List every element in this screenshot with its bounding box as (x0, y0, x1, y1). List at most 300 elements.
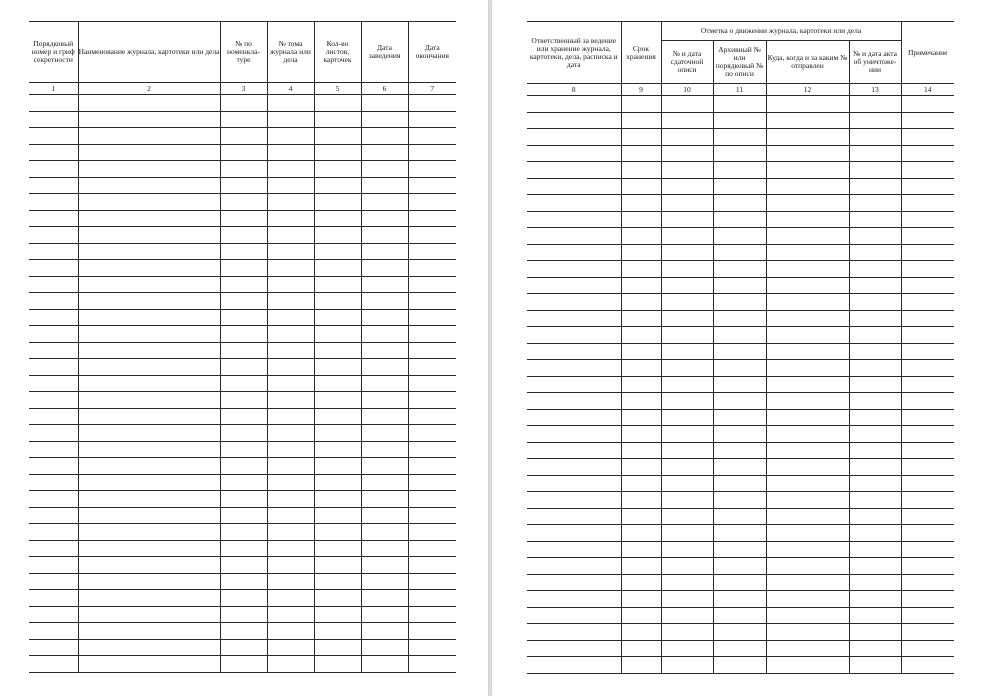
ledger-cell (408, 194, 456, 211)
ledger-cell (29, 276, 78, 293)
ledger-cell (527, 409, 621, 426)
ledger-cell (314, 293, 361, 310)
ledger-cell (220, 540, 267, 557)
column-number: 6 (361, 83, 408, 95)
ledger-cell (314, 573, 361, 590)
ledger-cell (849, 360, 901, 377)
ledger-cell (621, 294, 661, 311)
ledger-cell (621, 129, 661, 146)
ledger-cell (408, 474, 456, 491)
ledger-cell (220, 243, 267, 260)
right-ledger-body (527, 96, 954, 674)
ledger-cell (314, 276, 361, 293)
column-number: 8 (527, 84, 621, 96)
ledger-cell (220, 524, 267, 541)
column-number: 1 (29, 83, 78, 95)
ledger-cell (901, 244, 954, 261)
ledger-cell (901, 475, 954, 492)
ledger-cell (361, 111, 408, 128)
ledger-row (527, 541, 954, 558)
ledger-cell (849, 442, 901, 459)
ledger-cell (314, 227, 361, 244)
ledger-cell (29, 309, 78, 326)
ledger-cell (849, 492, 901, 509)
ledger-cell (361, 243, 408, 260)
ledger-cell (621, 426, 661, 443)
ledger-row (527, 360, 954, 377)
ledger-cell (29, 623, 78, 640)
ledger-cell (78, 408, 220, 425)
header-storage-period: Срок хранения (621, 22, 661, 84)
ledger-cell (267, 194, 314, 211)
ledger-cell (661, 195, 713, 212)
column-number: 5 (314, 83, 361, 95)
ledger-cell (267, 458, 314, 475)
ledger-row (527, 129, 954, 146)
ledger-cell (267, 326, 314, 343)
ledger-cell (661, 211, 713, 228)
ledger-cell (713, 640, 766, 657)
ledger-cell (849, 409, 901, 426)
ledger-cell (220, 194, 267, 211)
ledger-cell (408, 144, 456, 161)
ledger-cell (901, 541, 954, 558)
ledger-cell (621, 112, 661, 129)
ledger-cell (621, 228, 661, 245)
ledger-row (527, 492, 954, 509)
ledger-cell (901, 525, 954, 542)
ledger-cell (713, 129, 766, 146)
ledger-cell (527, 96, 621, 113)
ledger-cell (220, 573, 267, 590)
ledger-cell (661, 244, 713, 261)
ledger-cell (661, 96, 713, 113)
ledger-cell (267, 524, 314, 541)
ledger-cell (621, 244, 661, 261)
ledger-cell (766, 591, 849, 608)
ledger-cell (713, 228, 766, 245)
ledger-row (527, 211, 954, 228)
ledger-cell (766, 145, 849, 162)
ledger-cell (220, 326, 267, 343)
ledger-cell (713, 607, 766, 624)
subheader-handover-inventory: № и дата сдаточной описи (661, 41, 713, 84)
ledger-cell (220, 639, 267, 656)
ledger-cell (621, 541, 661, 558)
ledger-cell (527, 624, 621, 641)
ledger-cell (661, 376, 713, 393)
ledger-cell (314, 656, 361, 673)
ledger-cell (661, 294, 713, 311)
ledger-cell (267, 95, 314, 112)
ledger-cell (408, 524, 456, 541)
ledger-cell (408, 128, 456, 145)
ledger-cell (78, 243, 220, 260)
ledger-row (29, 359, 456, 376)
ledger-cell (267, 309, 314, 326)
ledger-row (29, 392, 456, 409)
ledger-cell (361, 639, 408, 656)
ledger-cell (527, 657, 621, 674)
ledger-cell (849, 211, 901, 228)
ledger-cell (527, 574, 621, 591)
ledger-cell (314, 590, 361, 607)
ledger-cell (849, 244, 901, 261)
ledger-cell (527, 178, 621, 195)
ledger-row (29, 161, 456, 178)
ledger-cell (766, 376, 849, 393)
ledger-cell (901, 294, 954, 311)
ledger-row (29, 95, 456, 112)
subheader-destruction-act: № и дата акта об уничтоже-нии (849, 41, 901, 84)
ledger-cell (527, 607, 621, 624)
ledger-cell (661, 657, 713, 674)
column-number: 10 (661, 84, 713, 96)
ledger-cell (78, 606, 220, 623)
ledger-cell (314, 491, 361, 508)
ledger-cell (849, 558, 901, 575)
ledger-cell (408, 606, 456, 623)
column-number: 4 (267, 83, 314, 95)
ledger-row (29, 458, 456, 475)
ledger-cell (314, 474, 361, 491)
ledger-cell (527, 228, 621, 245)
ledger-cell (901, 327, 954, 344)
ledger-cell (361, 194, 408, 211)
ledger-cell (267, 507, 314, 524)
ledger-cell (408, 656, 456, 673)
ledger-cell (267, 425, 314, 442)
ledger-cell (361, 326, 408, 343)
ledger-cell (901, 376, 954, 393)
ledger-cell (661, 327, 713, 344)
column-number: 14 (901, 84, 954, 96)
ledger-cell (621, 96, 661, 113)
ledger-cell (361, 375, 408, 392)
ledger-cell (766, 574, 849, 591)
ledger-row (29, 309, 456, 326)
ledger-row (29, 441, 456, 458)
ledger-cell (527, 442, 621, 459)
ledger-cell (713, 343, 766, 360)
ledger-cell (661, 426, 713, 443)
ledger-cell (661, 261, 713, 278)
ledger-cell (29, 491, 78, 508)
ledger-cell (621, 409, 661, 426)
ledger-row (527, 640, 954, 657)
ledger-cell (527, 376, 621, 393)
ledger-cell (78, 392, 220, 409)
ledger-cell (29, 359, 78, 376)
ledger-cell (527, 525, 621, 542)
ledger-cell (78, 227, 220, 244)
ledger-row (29, 408, 456, 425)
ledger-cell (408, 491, 456, 508)
ledger-cell (220, 441, 267, 458)
ledger-cell (901, 409, 954, 426)
ledger-row (29, 194, 456, 211)
ledger-cell (527, 475, 621, 492)
ledger-cell (29, 557, 78, 574)
ledger-cell (901, 426, 954, 443)
ledger-cell (713, 475, 766, 492)
ledger-cell (527, 393, 621, 410)
ledger-cell (849, 393, 901, 410)
ledger-row (527, 178, 954, 195)
ledger-cell (220, 210, 267, 227)
ledger-cell (78, 573, 220, 590)
ledger-cell (527, 640, 621, 657)
ledger-cell (29, 243, 78, 260)
ledger-cell (661, 624, 713, 641)
ledger-cell (314, 194, 361, 211)
ledger-cell (220, 111, 267, 128)
ledger-cell (849, 574, 901, 591)
ledger-cell (713, 657, 766, 674)
ledger-cell (713, 96, 766, 113)
ledger-cell (766, 640, 849, 657)
ledger-cell (901, 96, 954, 113)
ledger-cell (408, 573, 456, 590)
ledger-cell (408, 441, 456, 458)
ledger-cell (766, 607, 849, 624)
ledger-cell (314, 557, 361, 574)
ledger-cell (849, 541, 901, 558)
ledger-row (29, 425, 456, 442)
ledger-cell (901, 442, 954, 459)
ledger-cell (621, 591, 661, 608)
ledger-cell (527, 112, 621, 129)
ledger-row (29, 293, 456, 310)
ledger-cell (314, 111, 361, 128)
ledger-cell (267, 540, 314, 557)
ledger-cell (361, 474, 408, 491)
ledger-cell (408, 243, 456, 260)
ledger-row (29, 210, 456, 227)
column-number: 13 (849, 84, 901, 96)
ledger-cell (621, 195, 661, 212)
ledger-cell (661, 558, 713, 575)
ledger-cell (766, 261, 849, 278)
ledger-cell (267, 590, 314, 607)
header-volume-number: № тома журнала или дела (267, 22, 314, 83)
ledger-cell (361, 359, 408, 376)
ledger-cell (220, 359, 267, 376)
ledger-cell (361, 540, 408, 557)
ledger-cell (849, 640, 901, 657)
ledger-cell (621, 343, 661, 360)
ledger-cell (766, 360, 849, 377)
ledger-cell (29, 639, 78, 656)
ledger-cell (361, 276, 408, 293)
ledger-cell (661, 228, 713, 245)
ledger-cell (901, 459, 954, 476)
ledger-cell (713, 442, 766, 459)
ledger-cell (849, 327, 901, 344)
ledger-cell (849, 195, 901, 212)
ledger-cell (314, 425, 361, 442)
ledger-cell (267, 128, 314, 145)
ledger-cell (713, 162, 766, 179)
ledger-cell (849, 508, 901, 525)
ledger-cell (766, 211, 849, 228)
ledger-cell (527, 360, 621, 377)
ledger-cell (361, 656, 408, 673)
ledger-cell (78, 441, 220, 458)
ledger-cell (527, 327, 621, 344)
ledger-cell (901, 574, 954, 591)
ledger-cell (766, 244, 849, 261)
ledger-cell (314, 309, 361, 326)
header-nomenclature-number: № по номенкла-туре (220, 22, 267, 83)
ledger-cell (220, 309, 267, 326)
ledger-cell (901, 657, 954, 674)
ledger-row (29, 540, 456, 557)
ledger-cell (220, 260, 267, 277)
ledger-cell (408, 342, 456, 359)
ledger-cell (713, 541, 766, 558)
ledger-cell (661, 178, 713, 195)
ledger-cell (713, 376, 766, 393)
ledger-cell (901, 558, 954, 575)
ledger-cell (527, 558, 621, 575)
ledger-row (527, 376, 954, 393)
ledger-cell (78, 194, 220, 211)
ledger-cell (621, 376, 661, 393)
ledger-cell (766, 96, 849, 113)
ledger-cell (849, 607, 901, 624)
ledger-cell (78, 590, 220, 607)
ledger-cell (29, 540, 78, 557)
ledger-cell (361, 128, 408, 145)
ledger-cell (901, 508, 954, 525)
ledger-cell (267, 623, 314, 640)
ledger-cell (527, 591, 621, 608)
ledger-cell (314, 524, 361, 541)
ledger-cell (408, 210, 456, 227)
ledger-cell (408, 458, 456, 475)
ledger-cell (220, 128, 267, 145)
ledger-cell (661, 343, 713, 360)
ledger-cell (661, 310, 713, 327)
ledger-cell (361, 491, 408, 508)
ledger-row (527, 96, 954, 113)
ledger-cell (766, 459, 849, 476)
ledger-cell (901, 112, 954, 129)
ledger-cell (361, 210, 408, 227)
ledger-cell (29, 161, 78, 178)
ledger-cell (408, 309, 456, 326)
ledger-cell (361, 342, 408, 359)
ledger-row (29, 491, 456, 508)
ledger-cell (849, 145, 901, 162)
ledger-cell (220, 408, 267, 425)
ledger-cell (267, 276, 314, 293)
header-note: Примечание (901, 22, 954, 84)
ledger-cell (849, 657, 901, 674)
ledger-cell (361, 425, 408, 442)
ledger-cell (713, 360, 766, 377)
column-number: 3 (220, 83, 267, 95)
ledger-cell (527, 459, 621, 476)
ledger-cell (901, 624, 954, 641)
ledger-cell (766, 112, 849, 129)
ledger-cell (29, 441, 78, 458)
ledger-cell (361, 392, 408, 409)
ledger-row (527, 343, 954, 360)
column-number: 11 (713, 84, 766, 96)
ledger-row (527, 574, 954, 591)
ledger-cell (527, 244, 621, 261)
ledger-cell (220, 95, 267, 112)
ledger-cell (621, 261, 661, 278)
ledger-cell (361, 161, 408, 178)
ledger-cell (849, 294, 901, 311)
ledger-cell (408, 507, 456, 524)
ledger-row (527, 558, 954, 575)
ledger-cell (78, 95, 220, 112)
ledger-cell (267, 342, 314, 359)
ledger-cell (267, 606, 314, 623)
ledger-cell (267, 111, 314, 128)
ledger-cell (901, 162, 954, 179)
ledger-cell (766, 129, 849, 146)
ledger-cell (621, 574, 661, 591)
ledger-cell (78, 177, 220, 194)
ledger-row (29, 507, 456, 524)
ledger-cell (78, 425, 220, 442)
ledger-cell (527, 261, 621, 278)
ledger-cell (621, 393, 661, 410)
ledger-cell (408, 623, 456, 640)
ledger-cell (408, 293, 456, 310)
ledger-cell (766, 310, 849, 327)
ledger-cell (766, 525, 849, 542)
ledger-cell (78, 491, 220, 508)
ledger-cell (361, 408, 408, 425)
ledger-cell (901, 211, 954, 228)
ledger-cell (361, 458, 408, 475)
ledger-row (527, 195, 954, 212)
ledger-cell (314, 342, 361, 359)
ledger-cell (766, 475, 849, 492)
ledger-cell (314, 392, 361, 409)
ledger-cell (267, 474, 314, 491)
ledger-cell (78, 524, 220, 541)
ledger-cell (713, 591, 766, 608)
ledger-cell (661, 640, 713, 657)
ledger-cell (361, 293, 408, 310)
ledger-cell (78, 210, 220, 227)
ledger-cell (29, 293, 78, 310)
ledger-cell (849, 310, 901, 327)
ledger-cell (314, 408, 361, 425)
ledger-cell (408, 326, 456, 343)
ledger-cell (78, 375, 220, 392)
ledger-cell (527, 195, 621, 212)
ledger-cell (713, 508, 766, 525)
ledger-cell (361, 590, 408, 607)
ledger-row (527, 409, 954, 426)
ledger-cell (314, 144, 361, 161)
ledger-cell (527, 145, 621, 162)
ledger-cell (29, 573, 78, 590)
ledger-cell (220, 392, 267, 409)
ledger-cell (29, 128, 78, 145)
ledger-cell (314, 177, 361, 194)
ledger-cell (29, 606, 78, 623)
ledger-cell (713, 310, 766, 327)
